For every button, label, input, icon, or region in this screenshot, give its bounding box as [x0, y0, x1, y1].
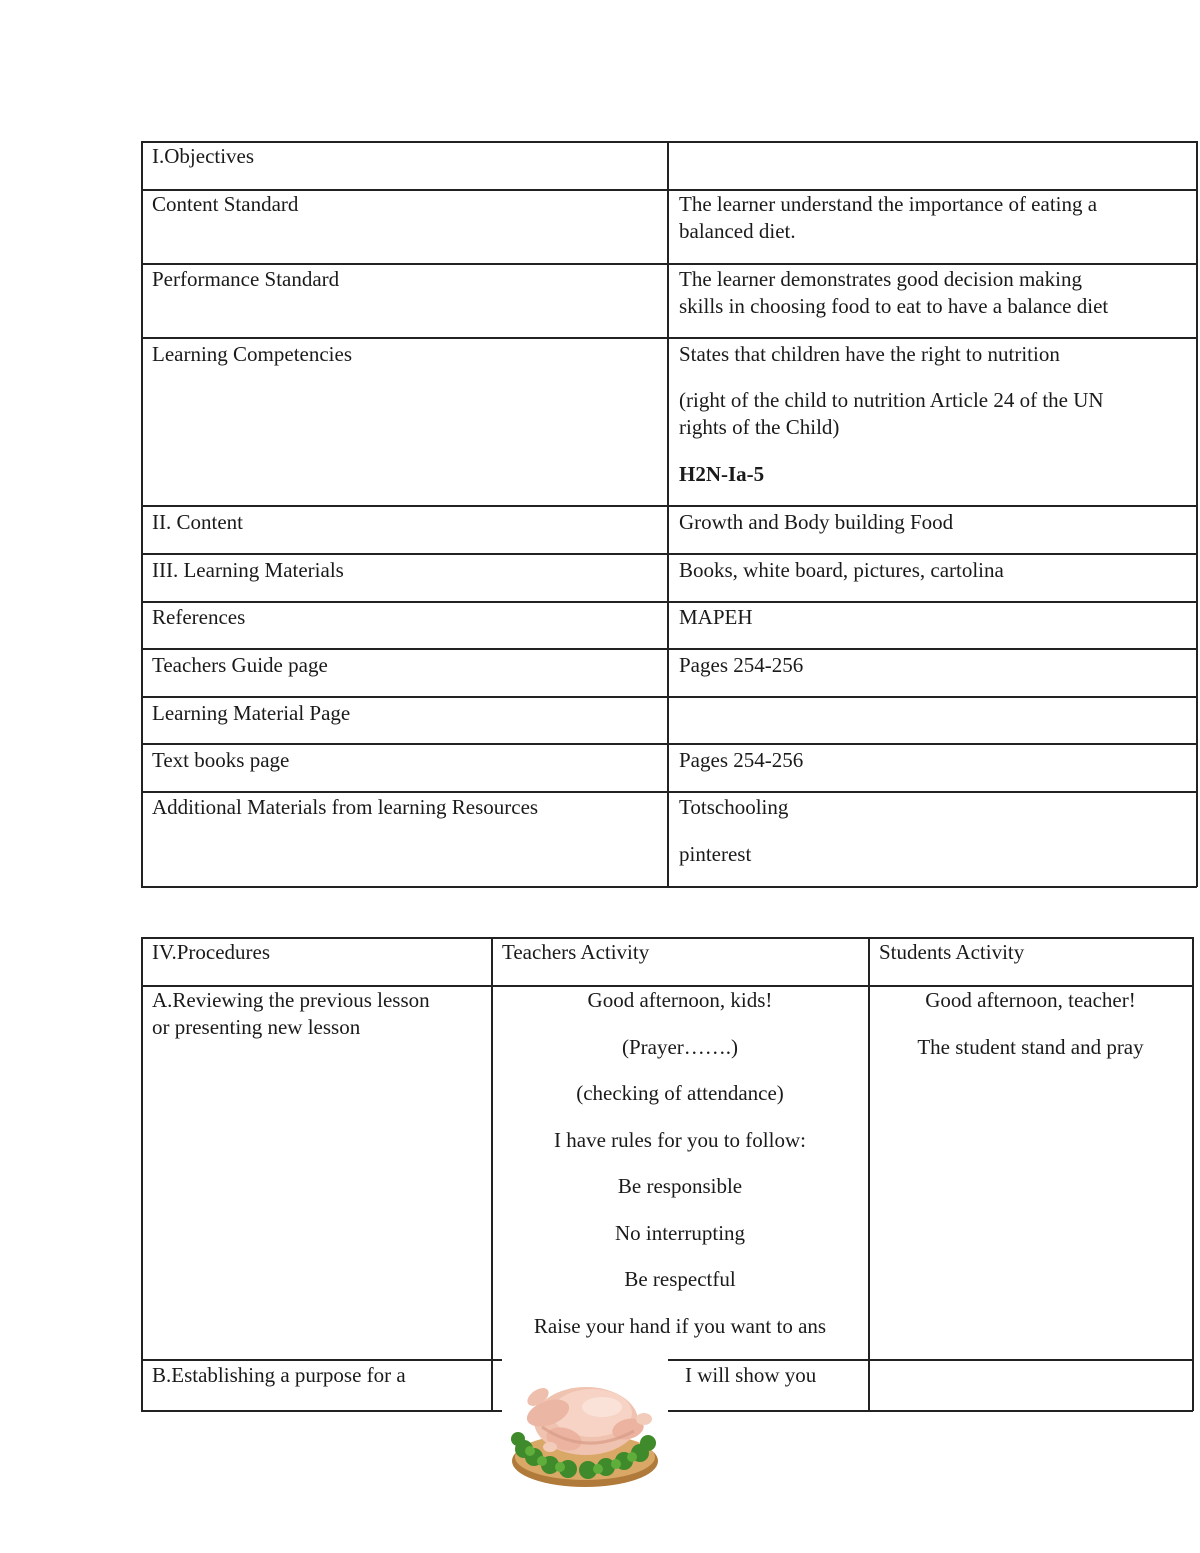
- row-label-references: References: [152, 605, 246, 629]
- row-b-label: B.Establishing a purpose for a: [152, 1363, 406, 1387]
- teacher-line-attendance: (checking of attendance): [576, 1081, 784, 1105]
- objectives-header-label: I.Objectives: [152, 144, 255, 168]
- row-value-text-books-page: Pages 254-256: [679, 748, 804, 772]
- row-value-content-standard-line2: balanced diet.: [679, 219, 796, 243]
- row-value-learning-materials: Books, white board, pictures, cartolina: [679, 558, 1004, 582]
- student-line-greeting: Good afternoon, teacher!: [925, 988, 1136, 1012]
- competency-code: H2N-Ia-5: [679, 462, 765, 486]
- row-a-label-line1: A.Reviewing the previous lesson: [152, 988, 430, 1012]
- row-label-teachers-guide-page: Teachers Guide page: [152, 653, 328, 677]
- row-label-learning-materials: III. Learning Materials: [152, 558, 344, 582]
- header-teachers-activity: Teachers Activity: [502, 940, 650, 964]
- row-a-label-line2: or presenting new lesson: [152, 1015, 361, 1039]
- row-value-content: Growth and Body building Food: [679, 510, 954, 534]
- row-label-content-standard: Content Standard: [152, 192, 299, 216]
- teacher-line-rule-no-interrupting: No interrupting: [614, 1221, 746, 1245]
- row-value-learning-competencies-line1: States that children have the right to nutrition: [679, 342, 1060, 366]
- row-label-learning-material-page: Learning Material Page: [152, 701, 351, 725]
- row-value-additional-materials-line2: pinterest: [679, 842, 752, 866]
- row-label-performance-standard: Performance Standard: [152, 267, 340, 291]
- row-label-text-books-page: Text books page: [152, 748, 290, 772]
- row-value-teachers-guide-page: Pages 254-256: [679, 653, 804, 677]
- row-value-performance-standard-line2: skills in choosing food to eat to have a balance diet: [679, 294, 1109, 318]
- row-value-performance-standard-line1: The learner demonstrates good decision making: [679, 267, 1082, 291]
- row-b-teacher-text: I will show you: [685, 1363, 817, 1387]
- teacher-line-rule-responsible: Be responsible: [617, 1174, 743, 1198]
- row-value-learning-competencies-line2: (right of the child to nutrition Article 24 of the UN: [679, 388, 1104, 412]
- row-value-additional-materials-line1: Totschooling: [679, 795, 789, 819]
- row-label-content: II. Content: [152, 510, 243, 534]
- row-value-learning-competencies-line3: rights of the Child): [679, 415, 840, 439]
- teacher-line-rule-respectful: Be respectful: [624, 1267, 736, 1291]
- teacher-line-rule-raise-hand: Raise your hand if you want to ans: [533, 1314, 827, 1338]
- header-procedures: IV.Procedures: [152, 940, 271, 964]
- row-value-references: MAPEH: [679, 605, 753, 629]
- row-label-learning-competencies: Learning Competencies: [152, 342, 353, 366]
- raw-chicken-image: [502, 1357, 668, 1499]
- teacher-line-prayer: (Prayer…….): [621, 1035, 739, 1059]
- teacher-line-rules-intro: I have rules for you to follow:: [554, 1128, 806, 1152]
- student-line-pray: The student stand and pray: [917, 1035, 1144, 1059]
- row-value-content-standard-line1: The learner understand the importance of eating a: [679, 192, 1098, 216]
- row-label-additional-materials: Additional Materials from learning Resources: [152, 795, 539, 819]
- teacher-line-greeting: Good afternoon, kids!: [587, 988, 773, 1012]
- header-students-activity: Students Activity: [879, 940, 1025, 964]
